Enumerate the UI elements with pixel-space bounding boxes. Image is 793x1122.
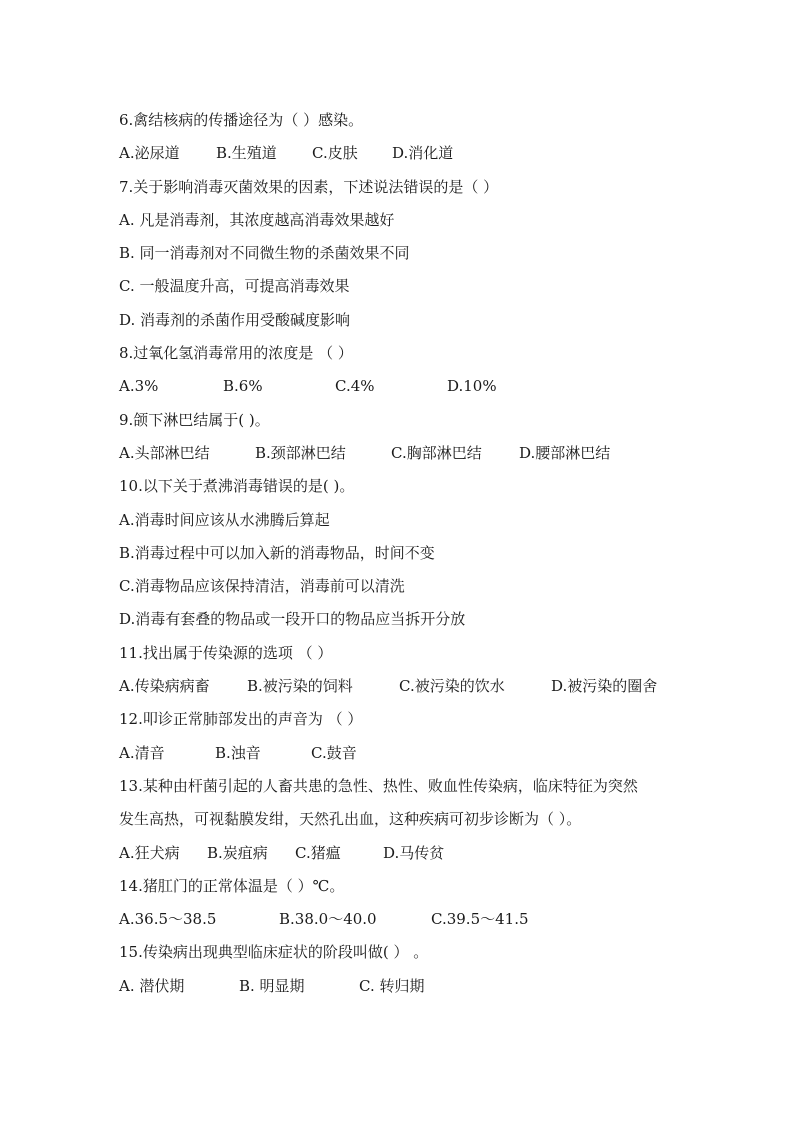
question-stem: 15.传染病出现典型临床症状的阶段叫做( ） 。 — [119, 943, 429, 962]
option-row — [119, 970, 679, 1003]
option: C.胸部淋巴结 — [391, 443, 482, 462]
option-row — [119, 370, 679, 403]
option-row — [119, 837, 679, 870]
question-stem: 8.过氧化氢消毒常用的浓度是 （ ） — [119, 344, 353, 363]
option: A.传染病病畜 — [119, 677, 210, 696]
option: C.皮肤 — [312, 144, 358, 163]
question-stem: 11.找出属于传染源的选项 （ ） — [119, 643, 333, 662]
option-row — [119, 670, 679, 703]
option: A.头部淋巴结 — [119, 443, 210, 462]
option: C.被污染的饮水 — [399, 677, 505, 696]
option: C. 转归期 — [359, 976, 425, 995]
question-stem: 13.某种由杆菌引起的人畜共患的急性、热性、败血性传染病，临床特征为突然 — [119, 776, 638, 795]
question-stem: 12.叩诊正常肺部发出的声音为 （ ） — [119, 710, 363, 729]
option-line: C.消毒物品应该保持清洁，消毒前可以清洗 — [119, 577, 405, 596]
option: A.清音 — [119, 743, 165, 762]
option: B. 明显期 — [239, 976, 305, 995]
option-line: B.消毒过程中可以加入新的消毒物品，时间不变 — [119, 543, 435, 562]
option-row — [119, 437, 679, 470]
option: C.鼓音 — [311, 743, 357, 762]
option: B.浊音 — [215, 743, 261, 762]
option: B.生殖道 — [216, 144, 277, 163]
option: C.4% — [335, 377, 375, 396]
question-stem: 14.猪肛门的正常体温是（ ）℃。 — [119, 876, 345, 895]
option-line: D.消毒有套叠的物品或一段开口的物品应当拆开分放 — [119, 610, 466, 629]
option-row — [119, 737, 679, 770]
option-line: A. 凡是消毒剂，其浓度越高消毒效果越好 — [119, 210, 395, 229]
option-row — [119, 137, 679, 170]
question-stem: 9.颌下淋巴结属于( )。 — [119, 410, 270, 429]
option: D.腰部淋巴结 — [519, 443, 611, 462]
option: B.颈部淋巴结 — [255, 443, 346, 462]
option: D.10% — [447, 377, 497, 396]
question-stem: 7.关于影响消毒灭菌效果的因素，下述说法错误的是（ ） — [119, 177, 499, 196]
option: A.泌尿道 — [119, 144, 180, 163]
option: B.6% — [223, 377, 263, 396]
question-stem: 6.禽结核病的传播途径为（ ）感染。 — [119, 111, 364, 129]
option: D.消化道 — [392, 144, 454, 163]
option-line: B. 同一消毒剂对不同微生物的杀菌效果不同 — [119, 244, 410, 263]
question-stem-continued: 发生高热，可视黏膜发绀，天然孔出血，这种疾病可初步诊断为（ ）。 — [119, 810, 582, 829]
option: B.炭疽病 — [207, 843, 268, 862]
option: D.马传贫 — [383, 843, 445, 862]
option-line: C. 一般温度升高，可提高消毒效果 — [119, 277, 350, 296]
option: C.39.5～41.5 — [431, 910, 529, 929]
exam-page — [119, 104, 679, 1003]
option: D.被污染的圈舍 — [551, 677, 658, 696]
option: A.狂犬病 — [119, 843, 180, 862]
option-line: A.消毒时间应该从水沸腾后算起 — [119, 510, 330, 529]
option-line: D. 消毒剂的杀菌作用受酸碱度影响 — [119, 310, 351, 329]
option-row — [119, 903, 679, 936]
option: C.猪瘟 — [295, 843, 341, 862]
option: A.36.5～38.5 — [119, 910, 217, 929]
option: B.被污染的饲料 — [247, 677, 353, 696]
option: A. 潜伏期 — [119, 976, 185, 995]
option: A.3% — [119, 377, 159, 396]
question-stem: 10.以下关于煮沸消毒错误的是( )。 — [119, 477, 355, 496]
option: B.38.0～40.0 — [279, 910, 377, 929]
